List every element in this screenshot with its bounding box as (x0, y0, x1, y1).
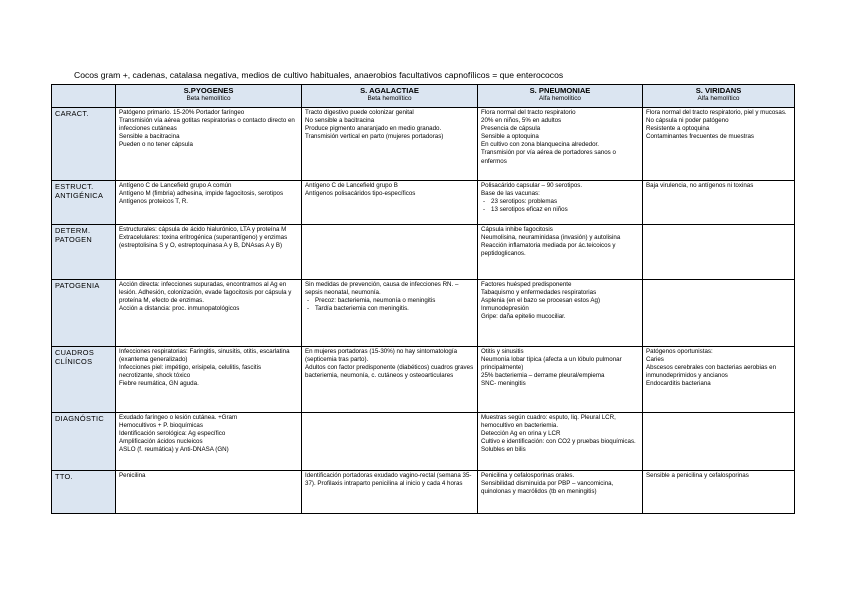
cell-diagnostic-s-viridans (643, 413, 795, 471)
cell-text-line: Infecciones piel: impétigo, erisipela, celulitis, fascitis necrotizante, shock tóxico (119, 363, 262, 380)
table-row-determ-patogen (52, 225, 795, 280)
header-s-viridans (643, 85, 795, 108)
cell-text-line: Patógeno primario. 15-20% Portador faríngeo (119, 108, 245, 116)
cell-text-line: Penicilina (119, 471, 146, 479)
cell-text-line: Antígeno C de Lancefield grupo A común (119, 181, 232, 189)
header-name: S. VIRIDANS (695, 85, 742, 95)
cell-bullet-item: - Precoz: bacteriemia, neumonía o meningitis (305, 297, 474, 305)
cell-bullet-item: - 23 serotipos: problemas (481, 198, 639, 206)
row-label-estruct-antigenica (52, 181, 116, 225)
cell-text-line: Tracto digestivo puede colonizar genital (305, 108, 414, 116)
cell-text-line: Tabaquismo y enfermedades respiratorias (481, 288, 597, 296)
cell-text-line: Cultivo e identificación: con CO2 y pruebas bioquímicas. Solubles en bilis (481, 438, 636, 454)
cell-text-line: Caries (646, 355, 664, 363)
cell-text-line: Sensible a bacitracina (119, 133, 180, 141)
cell-bullet-item: - Tardía bacteriemia con meningitis. (305, 305, 474, 313)
cell-text-line: Antígeno M (fimbria) adhesina, impide fagocitosis, serotipos (119, 189, 284, 197)
cell-text-line: Antígeno C de Lancefield grupo B (305, 181, 398, 189)
table-body (52, 108, 795, 514)
cell-text-line: Sensible a penicilina y cefalosporinas (646, 471, 749, 479)
cell-text-line: Cápsula inhibe fagocitosis (481, 225, 553, 233)
cell-patogenia-s-pneumoniae (478, 280, 643, 347)
header-hemolysis: Alfa hemolítico (539, 94, 581, 102)
cell-caract-s-pneumoniae (478, 108, 643, 181)
cell-text-line: Flora normal del tracto respiratorio (481, 108, 576, 116)
cell-text-line: Endocarditis bacteriana (646, 380, 711, 388)
row-label-line: CLÍNICOS (55, 357, 93, 367)
cell-text-line: Antígenos proteicos T, R. (119, 197, 189, 205)
table-row-estruct-antigenica (52, 181, 795, 225)
header-name: S.PYOGENES (183, 85, 234, 95)
row-label-cuadros-clinicos (52, 347, 116, 413)
cell-text-line: Detección Ag en orina y LCR (481, 429, 561, 437)
cell-text-line: Resistente a optoquina (646, 124, 710, 132)
cell-text-line: Pueden o no tener cápsula (119, 141, 193, 149)
cell-text-line: Neumolisina, neuraminidasa (invasión) y autolisina (481, 233, 621, 241)
cell-caract-s-agalactiae (302, 108, 478, 181)
cell-diagnostic-s-agalactiae (302, 413, 478, 471)
cell-text-line: Identificación serológica: Ag específico (119, 429, 226, 437)
cell-text-line: Amplificación ácidos nucleicos (119, 438, 203, 446)
row-label-line: ESTRUCT. (55, 181, 94, 191)
cell-estruct-antigenica-s-pneumoniae (478, 181, 643, 225)
cell-text-line: 20% en niños, 5% en adultos (481, 116, 562, 124)
cell-text-line: Sensibilidad disminuida por PBP – vancomicina, quinolonas y macrólidos (tb en meningitis) (481, 479, 614, 495)
table-header-row (52, 85, 795, 108)
cell-text-line: Sin medidas de prevención, causa de infecciones RN. – sepsis neonatal, neumonía. (305, 280, 459, 296)
intro-text: Cocos gram +, cadenas, catalasa negativa, medios de cultivo habituales, anaerobios facultativos capnofílicos = que enterococos (74, 70, 564, 80)
row-label-line: CUADROS (55, 347, 95, 357)
cell-cuadros-clinicos-s-pyogenes (116, 347, 302, 413)
cell-cuadros-clinicos-s-viridans (643, 347, 795, 413)
cell-text-line: SNC- meningitis (481, 380, 526, 388)
cell-text-line: Hemocultivos + P. bioquímicas (119, 421, 203, 429)
cell-cuadros-clinicos-s-agalactiae (302, 347, 478, 413)
cell-determ-patogen-s-pyogenes (116, 225, 302, 280)
header-s-pneumoniae (478, 85, 643, 108)
cell-text-line: Gripe: daña epitelio mucociliar. (481, 313, 566, 321)
row-label-line: CARACT. (55, 108, 89, 118)
cell-tto-s-pneumoniae (478, 471, 643, 514)
cell-text-line: Polisacárido capsular – 90 serotipos. (481, 181, 583, 189)
cell-text-line: Fiebre reumática, GN aguda. (119, 380, 199, 388)
cell-text-line: Extracelulares: toxina eritrogénica (superantígeno) y enzimas (estreptolisina S y O, estreptoquinasa A y B, DNAsas A y B) (119, 233, 288, 249)
cell-text-line: Otitis y sinusitis (481, 347, 524, 355)
row-label-caract (52, 108, 116, 181)
cell-text-line: Exudado faríngeo o lesión cutánea. +Gram (119, 413, 238, 421)
cell-text-line: Produce pigmento anaranjado en medio granado. (305, 124, 442, 132)
cell-text-line: Acción directa: infecciones supuradas, encontramos al Ag en lesión. Adhesión, colonización, evade fagocitosis por cápsula y proteína M, efecto de enzimas. (119, 280, 292, 304)
header-hemolysis: Beta hemolítico (186, 94, 231, 102)
row-label-line: DETERM. (55, 225, 91, 235)
cell-estruct-antigenica-s-pyogenes (116, 181, 302, 225)
cell-tto-s-agalactiae (302, 471, 478, 514)
cell-text-line: Abscesos cerebrales con bacterias aerobias en inmunodeprimidos y ancianos (646, 363, 777, 380)
cell-tto-s-pyogenes (116, 471, 302, 514)
cell-estruct-antigenica-s-viridans (643, 181, 795, 225)
cell-text-line: Reacción inflamatoria mediada por ác.teicoicos y peptidoglicanos. (481, 241, 616, 258)
table-row-cuadros-clinicos (52, 347, 795, 413)
cell-text-line: Acción a distancia: proc. inmunopatológicos (119, 305, 240, 313)
cell-text-line: En mujeres portadoras (15-30%) no hay sintomatología (septicemia tras parto). (305, 347, 458, 363)
cell-text-line: Muestras según cuadro: esputo, liq. Pleural LCR, hemocultivo en bacteriemia. (481, 413, 616, 429)
cell-text-line: 25% bacteriemia – derrame pleural/empiema (481, 372, 605, 380)
table-row-patogenia (52, 280, 795, 347)
cell-text-line: Transmisión vertical en parto (mujeres portadoras) (305, 133, 444, 141)
header-s-pyogenes (116, 85, 302, 108)
cell-text-line: No cápsula ni poder patógeno (646, 116, 729, 124)
table-row-diagnostic (52, 413, 795, 471)
header-s-agalactiae (302, 85, 478, 108)
cell-text-line: Asplenia (en el bazo se procesan estos Ag) (481, 296, 601, 304)
header-name: S. PNEUMONIAE (529, 85, 591, 95)
cell-text-line: Patógenos oportunistas: (646, 347, 713, 355)
cell-text-line: Inmunodepresión (481, 305, 529, 313)
cell-text-line: No sensible a bacitracina (305, 116, 375, 124)
row-label-determ-patogen (52, 225, 116, 280)
table-row-tto (52, 471, 795, 514)
cell-text-line: Penicilina y cefalosporinas orales. (481, 471, 575, 479)
cell-cuadros-clinicos-s-pneumoniae (478, 347, 643, 413)
cell-determ-patogen-s-viridans (643, 225, 795, 280)
header-hemolysis: Alfa hemolítico (697, 94, 740, 102)
cell-text-line: Infecciones respiratorias: Faringitis, sinusitis, otitis, escarlatina (exantema generalizado) (119, 347, 290, 363)
row-label-line: PATOGENIA (55, 280, 100, 290)
cell-text-line: Baja virulencia, no antígenos ni toxinas (646, 181, 754, 189)
cell-patogenia-s-pyogenes (116, 280, 302, 347)
row-label-tto (52, 471, 116, 514)
cell-caract-s-viridans (643, 108, 795, 181)
cell-patogenia-s-agalactiae (302, 280, 478, 347)
cell-estruct-antigenica-s-agalactiae (302, 181, 478, 225)
cell-determ-patogen-s-agalactiae (302, 225, 478, 280)
cell-determ-patogen-s-pneumoniae (478, 225, 643, 280)
cell-text-line: Transmisión por vía aérea de portadores sanos o enfermos (481, 149, 616, 165)
cell-text-line: Presencia de cápsula (481, 124, 541, 132)
cell-text-line: Factores huésped predisponente (481, 280, 572, 288)
row-label-line: ANTIGÉNICA (55, 191, 104, 201)
cell-patogenia-s-viridans (643, 280, 795, 347)
cell-text-line: Identificación portadoras exudado vagino-rectal (semana 35-37). Profilaxis intraparto penicilina al inicio y cada 4 horas (305, 471, 472, 487)
header-corner-cell (52, 85, 116, 108)
table-row-caract (52, 108, 795, 181)
cell-diagnostic-s-pyogenes (116, 413, 302, 471)
row-label-line: TTO. (55, 471, 73, 481)
cell-text-line: Estructurales: cápsula de ácido hialurónico, LTA y proteína M (119, 225, 287, 233)
cell-text-line: En cultivo con zona blanquecina alrededor. (481, 141, 599, 149)
cell-diagnostic-s-pneumoniae (478, 413, 643, 471)
cell-text-line: ASLO (f. reumática) y Anti-DNASA (GN) (119, 446, 229, 454)
header-name: S. AGALACTIAE (360, 85, 419, 95)
cell-tto-s-viridans (643, 471, 795, 514)
cell-caract-s-pyogenes (116, 108, 302, 181)
row-label-diagnostic (52, 413, 116, 471)
header-hemolysis: Beta hemolítico (367, 94, 412, 102)
row-label-patogenia (52, 280, 116, 347)
cell-text-line: Contaminantes frecuentes de muestras (646, 133, 754, 141)
cell-text-line: Adultos con factor predisponente (diabéticos) cuadros graves bacteriemia, neumonía, c. cutáneos y osteoarticulares (305, 363, 474, 380)
cell-text-line: Transmisión vía aérea gotitas respiratorias o contacto directo en infecciones cutáneas (119, 116, 295, 132)
cell-text-line: Base de las vacunas: (481, 189, 540, 197)
cell-text-line: Antígenos polisacáridos tipo-específicos (305, 189, 416, 197)
cell-bullet-item: - 13 serotipos eficaz en niños (481, 206, 639, 214)
cell-text-line: Flora normal del tracto respiratorio, piel y mucosas. (646, 108, 787, 116)
row-label-line: PATOGEN (55, 235, 93, 245)
cell-text-line: Neumonía lobar típica (afecta a un lóbulo pulmonar principalmente) (481, 355, 622, 371)
row-label-line: DIAGNÓSTIC (55, 413, 104, 423)
cell-text-line: Sensible a optoquina (481, 133, 539, 141)
streptococcus-comparison-table (51, 84, 795, 514)
